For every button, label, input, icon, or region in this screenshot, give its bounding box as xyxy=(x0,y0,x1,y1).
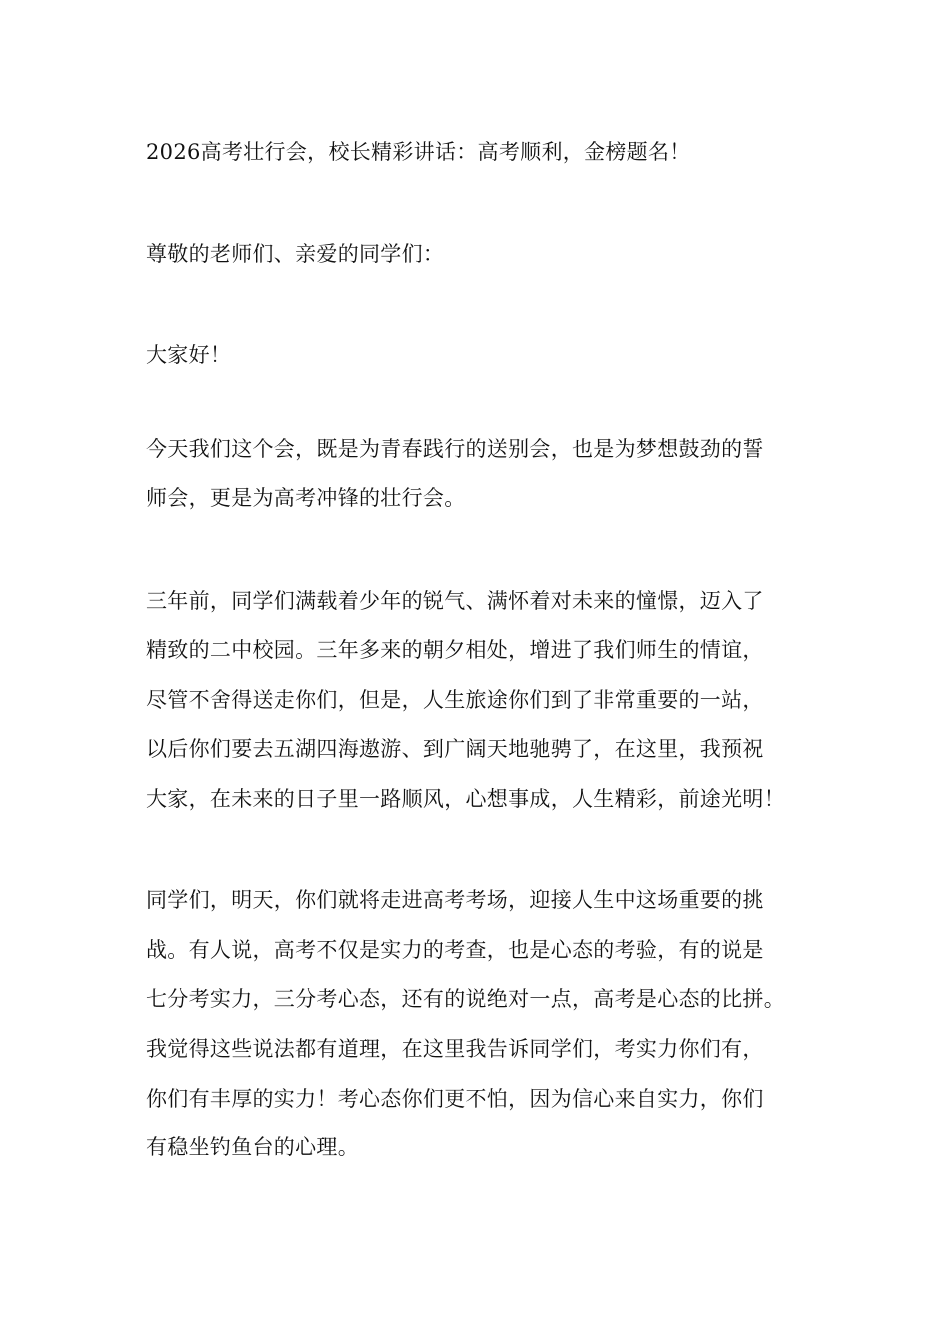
paragraph-line: 同学们，明天，你们就将走进高考考场，迎接人生中这场重要的挑 xyxy=(146,888,764,912)
paragraph-line: 精致的二中校园。三年多来的朝夕相处，增进了我们师生的情谊， xyxy=(146,638,764,662)
paragraph-line: 今天我们这个会，既是为青春践行的送别会，也是为梦想鼓劲的誓 xyxy=(146,437,764,461)
paragraph-line: 大家，在未来的日子里一路顺风，心想事成，人生精彩，前途光明！ xyxy=(146,787,785,811)
paragraph-line: 战。有人说，高考不仅是实力的考查，也是心态的考验，有的说是 xyxy=(146,938,764,962)
paragraph-line: 尽管不舍得送走你们，但是，人生旅途你们到了非常重要的一站， xyxy=(146,688,764,712)
paragraph-line: 师会，更是为高考冲锋的壮行会。 xyxy=(146,486,466,510)
salutation: 尊敬的老师们、亲爱的同学们： xyxy=(146,242,445,266)
paragraph-line: 以后你们要去五湖四海遨游、到广阔天地驰骋了，在这里，我预祝 xyxy=(146,737,764,761)
paragraph-line: 三年前，同学们满载着少年的锐气、满怀着对未来的憧憬，迈入了 xyxy=(146,589,764,613)
paragraph-line: 你们有丰厚的实力！考心态你们更不怕，因为信心来自实力，你们 xyxy=(146,1087,764,1111)
paragraph-line: 有稳坐钓鱼台的心理。 xyxy=(146,1135,359,1159)
paragraph-line: 七分考实力，三分考心态，还有的说绝对一点，高考是心态的比拼。 xyxy=(146,987,785,1011)
greeting: 大家好！ xyxy=(146,343,232,367)
paragraph-line: 我觉得这些说法都有道理，在这里我告诉同学们，考实力你们有， xyxy=(146,1037,764,1061)
document-title: 2026高考壮行会，校长精彩讲话：高考顺利，金榜题名！ xyxy=(146,140,691,164)
